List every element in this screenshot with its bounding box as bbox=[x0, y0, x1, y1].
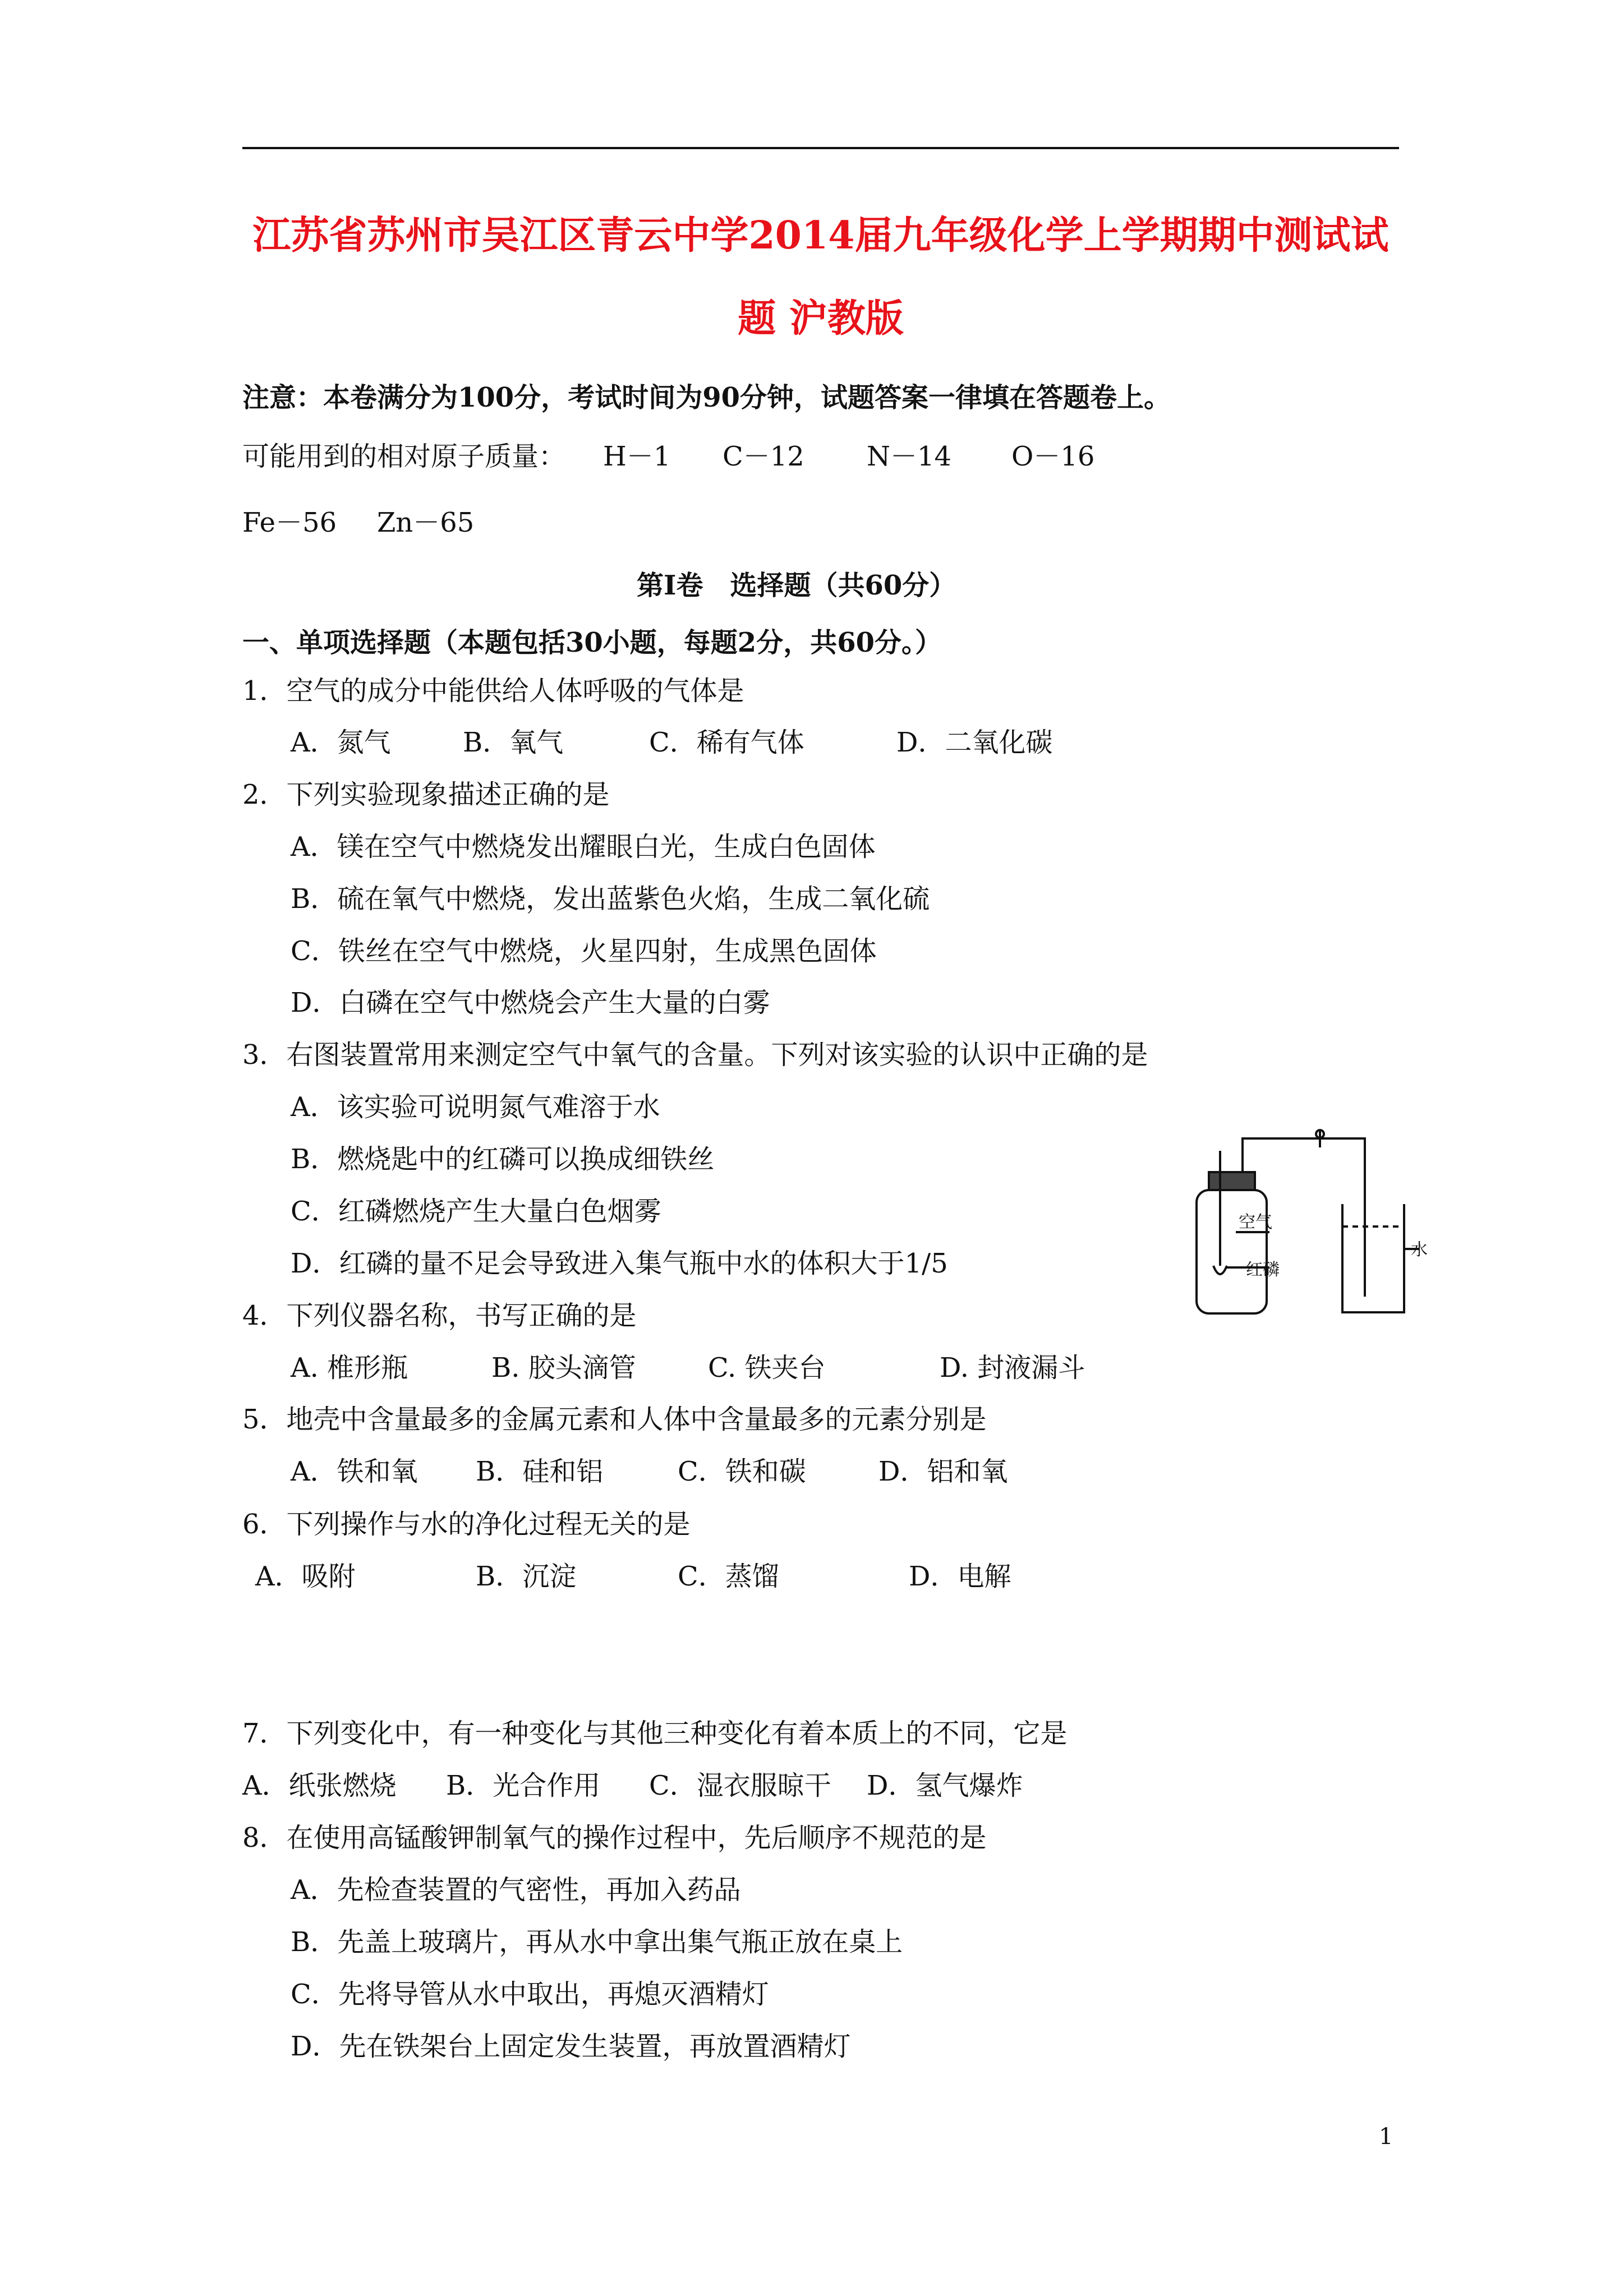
question-6-option-c: C．蒸馏 bbox=[678, 1561, 779, 1592]
question-3-stem: 3．右图装置常用来测定空气中氧气的含量。下列对该实验的认识中正确的是 bbox=[242, 1039, 1148, 1071]
question-7-option-a: A．纸张燃烧 bbox=[242, 1770, 397, 1801]
label-air: 空气 bbox=[1239, 1212, 1272, 1232]
atomic-mass-n: N－14 bbox=[867, 441, 952, 472]
question-8-stem: 8．在使用高锰酸钾制氧气的操作过程中，先后顺序不规范的是 bbox=[242, 1822, 987, 1854]
gas-bottle bbox=[1197, 1190, 1267, 1313]
question-2-option-b: B．硫在氧气中燃烧，发出蓝紫色火焰，生成二氧化硫 bbox=[291, 883, 930, 915]
question-4-option-d: D. 封液漏斗 bbox=[940, 1352, 1085, 1384]
label-water: 水 bbox=[1411, 1240, 1428, 1260]
question-1-option-b: B．氧气 bbox=[463, 727, 564, 758]
beaker bbox=[1342, 1204, 1404, 1312]
question-5-option-c: C．铁和碳 bbox=[678, 1456, 806, 1487]
stopper bbox=[1209, 1172, 1255, 1190]
question-6-stem: 6．下列操作与水的净化过程无关的是 bbox=[242, 1509, 691, 1540]
atomic-mass-h: H－1 bbox=[603, 441, 671, 472]
question-1-stem: 1．空气的成分中能供给人体呼吸的气体是 bbox=[242, 675, 744, 707]
question-8-option-a: A．先检查装置的气密性，再加入药品 bbox=[291, 1874, 741, 1906]
question-3-option-c: C．红磷燃烧产生大量白色烟雾 bbox=[291, 1196, 661, 1227]
question-4-stem: 4．下列仪器名称，书写正确的是 bbox=[242, 1300, 637, 1331]
atomic-mass-zn: Zn－65 bbox=[377, 507, 475, 538]
question-1-option-d: D．二氧化碳 bbox=[896, 727, 1053, 758]
question-5-option-d: D．铝和氧 bbox=[878, 1456, 1008, 1487]
question-5-stem: 5．地壳中含量最多的金属元素和人体中含量最多的元素分别是 bbox=[242, 1404, 987, 1435]
title-line-1: 江苏省苏州市吴江区青云中学2014届九年级化学上学期期中测试试 bbox=[252, 213, 1389, 258]
notice: 注意：本卷满分为100分，考试时间为90分钟，试题答案一律填在答题卷上。 bbox=[242, 382, 1171, 413]
combustion-spoon-cup bbox=[1213, 1266, 1227, 1274]
question-6-option-a: A．吸附 bbox=[255, 1561, 356, 1592]
question-6-option-d: D．电解 bbox=[909, 1561, 1011, 1592]
question-3-option-b: B．燃烧匙中的红磷可以换成细铁丝 bbox=[291, 1144, 715, 1175]
question-7-option-d: D．氢气爆炸 bbox=[867, 1770, 1023, 1801]
label-red-phosphorus: 红磷 bbox=[1246, 1260, 1280, 1280]
part-title: 一、单项选择题（本题包括30小题，每题2分，共60分。） bbox=[242, 627, 942, 658]
question-1-option-c: C．稀有气体 bbox=[649, 727, 804, 758]
question-7-stem: 7．下列变化中，有一种变化与其他三种变化有着本质上的不同，它是 bbox=[242, 1718, 1068, 1749]
question-7-option-b: B．光合作用 bbox=[446, 1770, 601, 1801]
page-number: 1 bbox=[1379, 2124, 1393, 2150]
question-4-option-b: B. 胶头滴管 bbox=[491, 1352, 636, 1384]
question-8-option-d: D．先在铁架台上固定发生装置，再放置酒精灯 bbox=[291, 2031, 851, 2062]
header-rule bbox=[242, 147, 1399, 149]
question-2-option-a: A．镁在空气中燃烧发出耀眼白光，生成白色固体 bbox=[291, 831, 876, 863]
atomic-mass-c: C－12 bbox=[723, 441, 804, 472]
question-2-stem: 2．下列实验现象描述正确的是 bbox=[242, 779, 610, 810]
question-4-option-c: C. 铁夹台 bbox=[708, 1352, 826, 1384]
question-3-option-a: A．该实验可说明氮气难溶于水 bbox=[291, 1091, 660, 1123]
title-line-2: 题 沪教版 bbox=[738, 296, 904, 341]
question-4-option-a: A. 椎形瓶 bbox=[291, 1352, 408, 1384]
question-3-option-d: D．红磷的量不足会导致进入集气瓶中水的体积大于1/5 bbox=[291, 1248, 948, 1279]
question-6-option-b: B．沉淀 bbox=[476, 1561, 577, 1592]
atomic-mass-fe: Fe－56 bbox=[242, 507, 337, 538]
question-2-option-c: C．铁丝在空气中燃烧，火星四射，生成黑色固体 bbox=[291, 935, 877, 967]
question-1-option-a: A．氮气 bbox=[291, 727, 391, 758]
atomic-mass-o: O－16 bbox=[1011, 441, 1095, 472]
oxygen-measurement-apparatus-diagram bbox=[1180, 1128, 1438, 1319]
question-5-option-a: A．铁和氧 bbox=[291, 1456, 418, 1487]
question-7-option-c: C．湿衣服晾干 bbox=[649, 1770, 831, 1801]
atomic-mass-label: 可能用到的相对原子质量： bbox=[242, 441, 566, 472]
question-5-option-b: B．硅和铝 bbox=[476, 1456, 604, 1487]
question-8-option-b: B．先盖上玻璃片，再从水中拿出集气瓶正放在桌上 bbox=[291, 1926, 903, 1958]
question-2-option-d: D．白磷在空气中燃烧会产生大量的白雾 bbox=[291, 987, 770, 1018]
section-title: 第Ⅰ卷 选择题（共60分） bbox=[637, 570, 956, 601]
question-8-option-c: C．先将导管从水中取出，再熄灭酒精灯 bbox=[291, 1979, 769, 2010]
